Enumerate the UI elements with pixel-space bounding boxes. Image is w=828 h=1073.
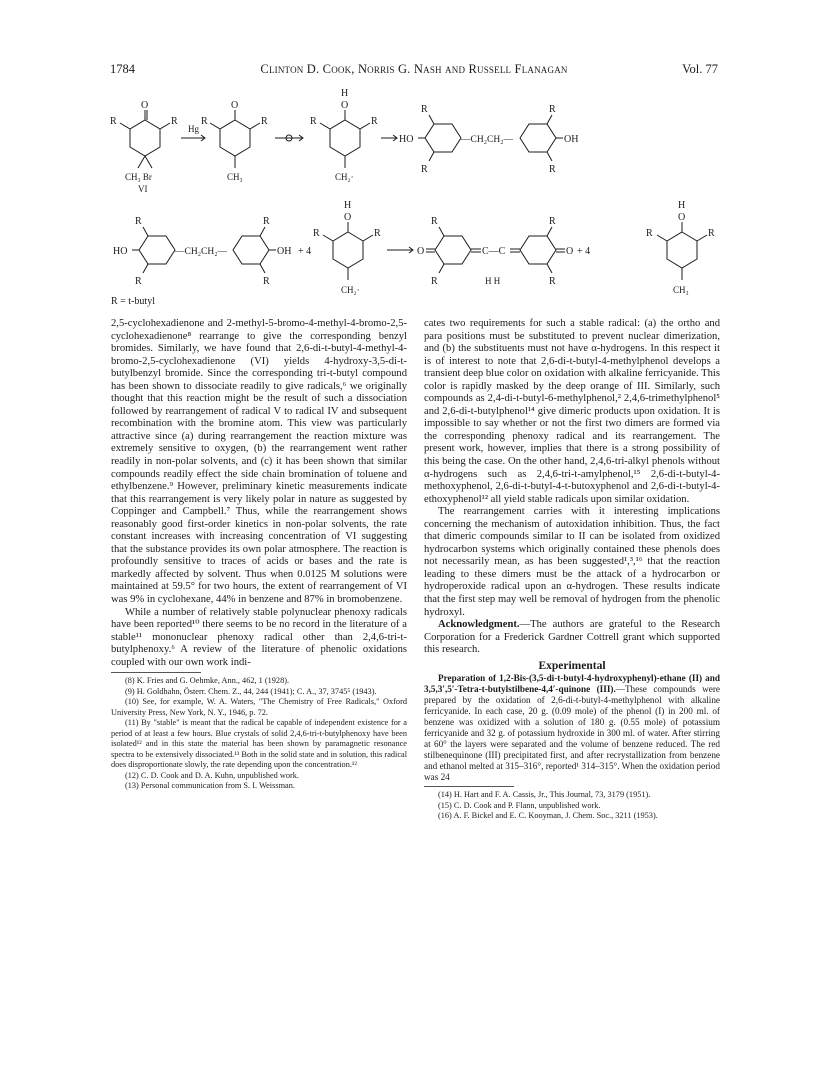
footnote: (15) C. D. Cook and P. Flann, unpublished work. [438,800,601,810]
equilibrium-arrow [275,135,303,141]
ethane-bridge-label: —CH₂CH₂— [461,135,514,145]
oxygen-label: O [141,100,149,111]
r-definition: R = t-butyl [111,296,155,307]
oxygen-label: O [678,212,686,223]
ch3-label: CH₃ [673,285,689,295]
hh-label: H H [485,276,501,286]
phenoxy-radical-structure [201,100,268,182]
r-label: R [431,216,438,227]
acknowledgment-text: —The authors are grateful to the Research Corporation for a Frederick Gardner Cottrell grant which supported this research. [424,619,720,656]
r-label: R [313,228,320,239]
ho-label: HO [399,134,414,145]
reaction-scheme [105,88,725,320]
oxygen-label: O [341,100,349,111]
footnote: (11) By "stable" is meant that the radical be capable of independent existence for a period of at least a few hours. Blue crystals of solid 2,4,6-tri-t-butylphenoxy have been isolated¹² and in this state the material has been shown by paramagnetic resonance spectra to be extensively dissociated.¹³ Both in the solid state and in solution, this radical does disproportionate slowly, the rate depending upon the concentration.¹² [111,718,407,770]
footnote-rule [111,672,201,673]
r-label: R [549,104,556,115]
plus-four: + 4 [577,246,591,257]
footnote: (13) Personal communication from S. I. Weissman. [125,781,295,791]
body-paragraph: cates two requirements for such a stable radical: (a) the ortho and para positions must be substituted to prevent nuclear dimerization, and (b) the substituents must not have α-hydrogens. In this respect it is of interest to note that 2,6-di-t-butyl-4-methylphenol develops a transient deep blue color on oxidation with alkaline ferricyanide. This color is rapidly masked by the deep orange of III. Similarly, such compounds as 2,4-di-t-butyl-6-methylphenol,² 2,4,6-trimethylphenol⁵ and 2,6-di-t-butylphenol¹⁴ give dimeric products upon oxidation. It is impossible to say whether or not the first two dimers are formed via the corresponding phenoxy radical and its rearrangement. The present work, however, implies that there is a strong possibility of this being the case. On the other hand, 2,4,6-tri-alkyl phenols without α-hydrogens such as 2,4,6-tri-t-amylphenol,¹⁵ 2,6-di-t-butyl-4-methoxyphenol, 2,6-di-t-butyl-4-t-butoxyphenol and 2,6-di-t-butyl-4-ethoxyphenol¹² all yield stable radicals upon similar oxidation. [424,318,720,505]
hydrogen-label: H [341,88,349,99]
acknowledgment-heading: Acknowledgment. [438,619,520,631]
page-number: 1784 [110,62,135,76]
bibenzyl-structure [399,104,578,175]
experimental-paragraph [424,673,720,783]
footnote-rule [424,786,514,787]
plus-four: + 4 [298,246,312,257]
body-paragraph: 2,5-cyclohexadienone and 2-methyl-5-bromo-4-methyl-4-bromo-2,5-cyclohexadienone⁸ rearrange to give the corresponding benzyl bromides. Similarly, we have found that 2,6-di-t-butyl-4-methyl-4-bromo-2,5-cyclohexadienone (VI) yields 4-hydroxy-3,5-di-t-butylbenzyl bromide. Since the corresponding tri-t-butyl compound has been shown to dissociate readily to give radicals,⁶ we originally thought that this reaction might be the result of such a dissociation followed by rearrangement of radical V to radical IV and subsequent recombination with the bromine atom. This view was particularly attractive since (a) during rearrangement the reaction mixture was extremely sensitive to oxygen, (b) the rearrangement went rather readily in non-polar solvents, and (c) it has been shown that similar compounds readily effect the side chain bromination of toluene and ethylbenzene.⁹ However, preliminary kinetic measurements indicate that this rearrangement is very likely polar in nature as suggested by Coppinger and Campbell.⁷ Thus, while the rearrangement shows reasonably good first-order kinetics in non-polar solvents, the rate constant increases with increasing concentration of VI suggesting that the substance provides its own polar atmosphere. The reaction is profoundly sensitive to traces of acids or bases and the rate is markedly affected by solvent. Thus when 0.0125 M solutions were maintained at 59.5° for two hours, the extent of rearrangement of VI was 9% in cyclohexane, 44% in benzene and 87% in bromobenzene. [111,318,407,606]
r-label: R [263,276,270,287]
ethane-bridge-label: —CH₂CH₂— [175,247,228,257]
reaction-arrow [387,247,413,253]
body-paragraph: The rearrangement carries with it interesting implications concerning the mechanism of autoxidation inhibition. Thus, the fact that dimeric compounds similar to II can be isolated from oxidized hydrocarbon systems which originally contained these phenols does not necessarily mean, as has been suggested¹,³,¹⁶ that the reaction leading to these dimers must be the attack of a hydrocarbon or hydroperoxide radical upon an α-hydrogen. These results indicate that the first step may well be removal of hydrogen from the phenolic hydroxyl. [424,506,720,618]
ch3-label: CH₃ [227,172,243,182]
ho-label: HO [113,246,128,257]
r-label: R [371,116,378,127]
running-header [110,62,718,80]
reaction-arrow [381,135,397,141]
r-label: R [261,116,268,127]
r-label: R [549,276,556,287]
oxygen-label: O [231,100,239,111]
methylphenol-structure [646,200,715,295]
compound-label-vi: VI [138,184,148,194]
compound-vi [110,100,178,194]
running-header-authors: Clinton D. Cook, Norris G. Nash and Russell Flanagan [260,62,568,76]
r-label: R [421,104,428,115]
footnote: (16) A. F. Bickel and E. C. Kooyman, J. Chem. Soc., 3211 (1953). [438,811,658,821]
r-label: R [135,276,142,287]
r-label: R [431,276,438,287]
r-label: R [171,116,178,127]
stilbenequinone-structure [417,216,590,287]
oh-label: OH [277,246,292,257]
footnote: (14) H. Hart and F. A. Cassis, Jr., This Journal, 73, 3179 (1951). [438,790,651,800]
bibenzyl-ii-structure [113,216,311,287]
hg-label: Hg [188,124,199,134]
r-label: R [708,228,715,239]
footnote: (12) C. D. Cook and D. A. Kuhn, unpublished work. [125,770,299,780]
r-label: R [263,216,270,227]
footnote: (8) K. Fries and G. Oehmke, Ann., 462, 1 (1928). [125,676,290,686]
ch2-radical-label: CH₂· [335,172,354,182]
r-label: R [646,228,653,239]
r-label: R [135,216,142,227]
hydrogen-label: H [344,200,352,211]
footnote: (10) See, for example, W. A. Waters, "The Chemistry of Free Radicals," Oxford University Press, New York, N. Y., 1946, p. 72. [111,697,407,717]
cc-bond-label: C—C [482,246,506,257]
oxygen-label: O [566,246,574,257]
hydrogen-label: H [678,200,686,211]
preparation-title: Preparation of 1,2-Bis-(3,5-di-t-butyl-4-hydroxyphenyl)-ethane (II) and 3,5,3′,5′-Tetra-t-butylstilbene-4,4′-quinone (III). [424,673,720,695]
r-label: R [110,116,117,127]
r-label: R [549,164,556,175]
ch2-radical-label: CH₂· [341,285,360,295]
benzyl-radical-structure [310,88,378,182]
preparation-text: —These compounds were prepared by the oxidation of 2,6-di-t-butyl-4-methylphenol with alkaline ferricyanide. In each case, 20 g. (0.09 mole) of the phenol (I) in 200 ml. of benzene was oxidized with a solution of 180 g. (0.55 mole) of potassium ferricyanide and 32 g. of potassium hydroxide in 300 ml. of water. After stirring at 60° the layers were separated and the volume of benzene reduced. The red stilbenequinone (III) precipitated first, and after recrystallization from benzene and ethanol melted at 315–316°, reported¹ 314–315°. When the oxidation period was 24 [424,684,720,783]
oxygen-label: O [344,212,352,223]
right-column [424,318,720,822]
footnote: (9) H. Goldhahn, Österr. Chem. Z., 44, 244 (1941); C. A., 37, 3745⁵ (1943). [125,686,377,696]
volume-number: Vol. 77 [682,62,718,76]
r-label: R [310,116,317,127]
oxygen-label: O [417,246,425,257]
section-heading-experimental: Experimental [538,659,606,672]
ch3-br-label: CH₃ Br [125,172,152,182]
r-label: R [421,164,428,175]
r-label: R [374,228,381,239]
body-paragraph: While a number of relatively stable polynuclear phenoxy radicals have been reported¹⁰ there seems to be no record in the literature of a stable¹¹ mononuclear phenoxy radical other than 2,4,6-tri-t-butylphenoxy.⁶ A review of the literature of phenolic oxidations coupled with our own work indi- [111,606,407,668]
oh-label: OH [564,134,579,145]
r-label: R [549,216,556,227]
r-label: R [201,116,208,127]
left-column [111,318,407,792]
phenoxy-radical-structure-2 [313,200,381,295]
acknowledgment-paragraph [424,619,720,657]
